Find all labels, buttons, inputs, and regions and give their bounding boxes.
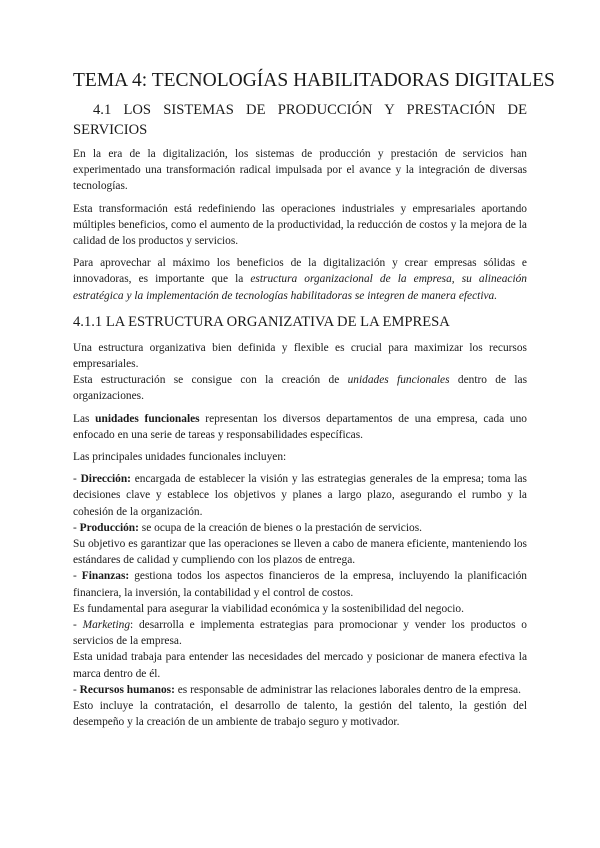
unit-marketing-detail: Esta unidad trabaja para entender las necesidades del mercado y posicionar de manera efectiva la marca dentro de él.	[73, 651, 527, 680]
org-paragraph-2	[73, 372, 527, 404]
org-paragraph-3-text-a: Las	[73, 412, 96, 425]
unit-produccion-text: se ocupa de la creación de bienes o la prestación de servicios.	[138, 521, 423, 534]
org-paragraph-4: Las principales unidades funcionales incluyen:	[73, 451, 287, 464]
unit-finanzas-label: Finanzas:	[81, 570, 130, 583]
intro-paragraph-3	[73, 255, 527, 304]
page-title: TEMA 4: TECNOLOGÍAS HABILITADORAS DIGITALES	[73, 70, 555, 91]
intro-paragraph-3-text: Para aprovechar al máximo los beneficios de la digitalización y crear empresas sólidas e innovadoras, es importante que la	[73, 257, 527, 286]
intro-paragraph-2: Esta transformación está redefiniendo las operaciones industriales y empresariales aportando múltiples beneficios, como el aumento de la productividad, la reducción de costos y la mejora de la calidad de los productos y servicios.	[73, 202, 527, 248]
unit-finanzas	[73, 568, 527, 600]
intro-paragraph-1: En la era de la digitalización, los sistemas de producción y prestación de servicios han experimentado una transformación radical impulsada por el avance y la integración de diversas tecnologías.	[73, 148, 527, 193]
unit-produccion	[73, 520, 527, 536]
intro-paragraph-3-emphasis: estructura organizacional de la empresa, su alineación estratégica y la implementación de tecnologías habilitadoras se integren de manera efectiva.	[73, 273, 528, 302]
unit-direccion-label: Dirección:	[80, 473, 131, 486]
org-paragraph-2-emphasis: unidades funcionales	[347, 374, 450, 387]
unit-direccion-text: encargada de establecer la visión y las estrategias generales de la empresa; toma las decisiones clave y establece los objetivos y planes a largo plazo, asegurando el rumbo y la cohesión de la organización.	[73, 473, 527, 518]
unit-direccion-bullet: -	[73, 473, 81, 486]
unit-recursos-humanos	[73, 682, 527, 698]
unit-finanzas-text: gestiona todos los aspectos financieros de la empresa, incluyendo la planificación financiera, la inversión, la contabilidad y el control de costos.	[73, 570, 527, 599]
org-paragraph-1: Una estructura organizativa bien definida y flexible es crucial para maximizar los recursos empresariales.	[73, 341, 527, 371]
unit-finanzas-detail: Es fundamental para asegurar la viabilidad económica y la sostenibilidad del negocio.	[73, 602, 464, 615]
unit-marketing-text: : desarrolla e implementa estrategias para promocionar y vender los productos o servicios de la empresa.	[73, 619, 527, 648]
section-heading-4-1: 4.1 LOS SISTEMAS DE PRODUCCIÓN Y PRESTACIÓN DE SERVICIOS	[73, 102, 527, 138]
org-paragraph-2-text-b: dentro de las organizaciones.	[73, 374, 527, 403]
unit-rrhh-text: es responsable de administrar las relaciones laborales dentro de la empresa.	[174, 683, 521, 696]
unit-rrhh-detail: Esto incluye la contratación, el desarrollo de talento, la gestión del talento, la gestión del desempeño y la creación de un ambiente de trabajo seguro y motivador.	[73, 700, 527, 729]
org-paragraph-3-bold: unidades funcionales	[95, 412, 200, 425]
org-paragraph-3	[73, 411, 527, 443]
unit-rrhh-label: Recursos humanos:	[79, 683, 175, 696]
unit-marketing	[73, 617, 527, 649]
unit-produccion-bullet: -	[73, 521, 80, 534]
org-paragraph-2-text-a: Esta estructuración se consigue con la creación de	[73, 374, 348, 387]
unit-finanzas-bullet: -	[73, 570, 82, 583]
unit-produccion-label: Producción:	[79, 521, 139, 534]
unit-marketing-label: Marketing	[82, 619, 131, 632]
document-page	[73, 68, 555, 731]
unit-produccion-detail: Su objetivo es garantizar que las operaciones se lleven a cabo de manera eficiente, manteniendo los estándares de calidad y cumpliendo con los plazos de entrega.	[73, 538, 527, 567]
unit-rrhh-bullet: -	[73, 683, 80, 696]
unit-direccion	[73, 471, 527, 520]
section-heading-4-1-1: 4.1.1 LA ESTRUCTURA ORGANIZATIVA DE LA EMPRESA	[73, 313, 450, 330]
unit-marketing-bullet: -	[73, 619, 83, 632]
org-paragraph-3-text-b: representan los diversos departamentos de una empresa, cada uno enfocado en una serie de tareas y responsabilidades específicas.	[73, 412, 527, 441]
